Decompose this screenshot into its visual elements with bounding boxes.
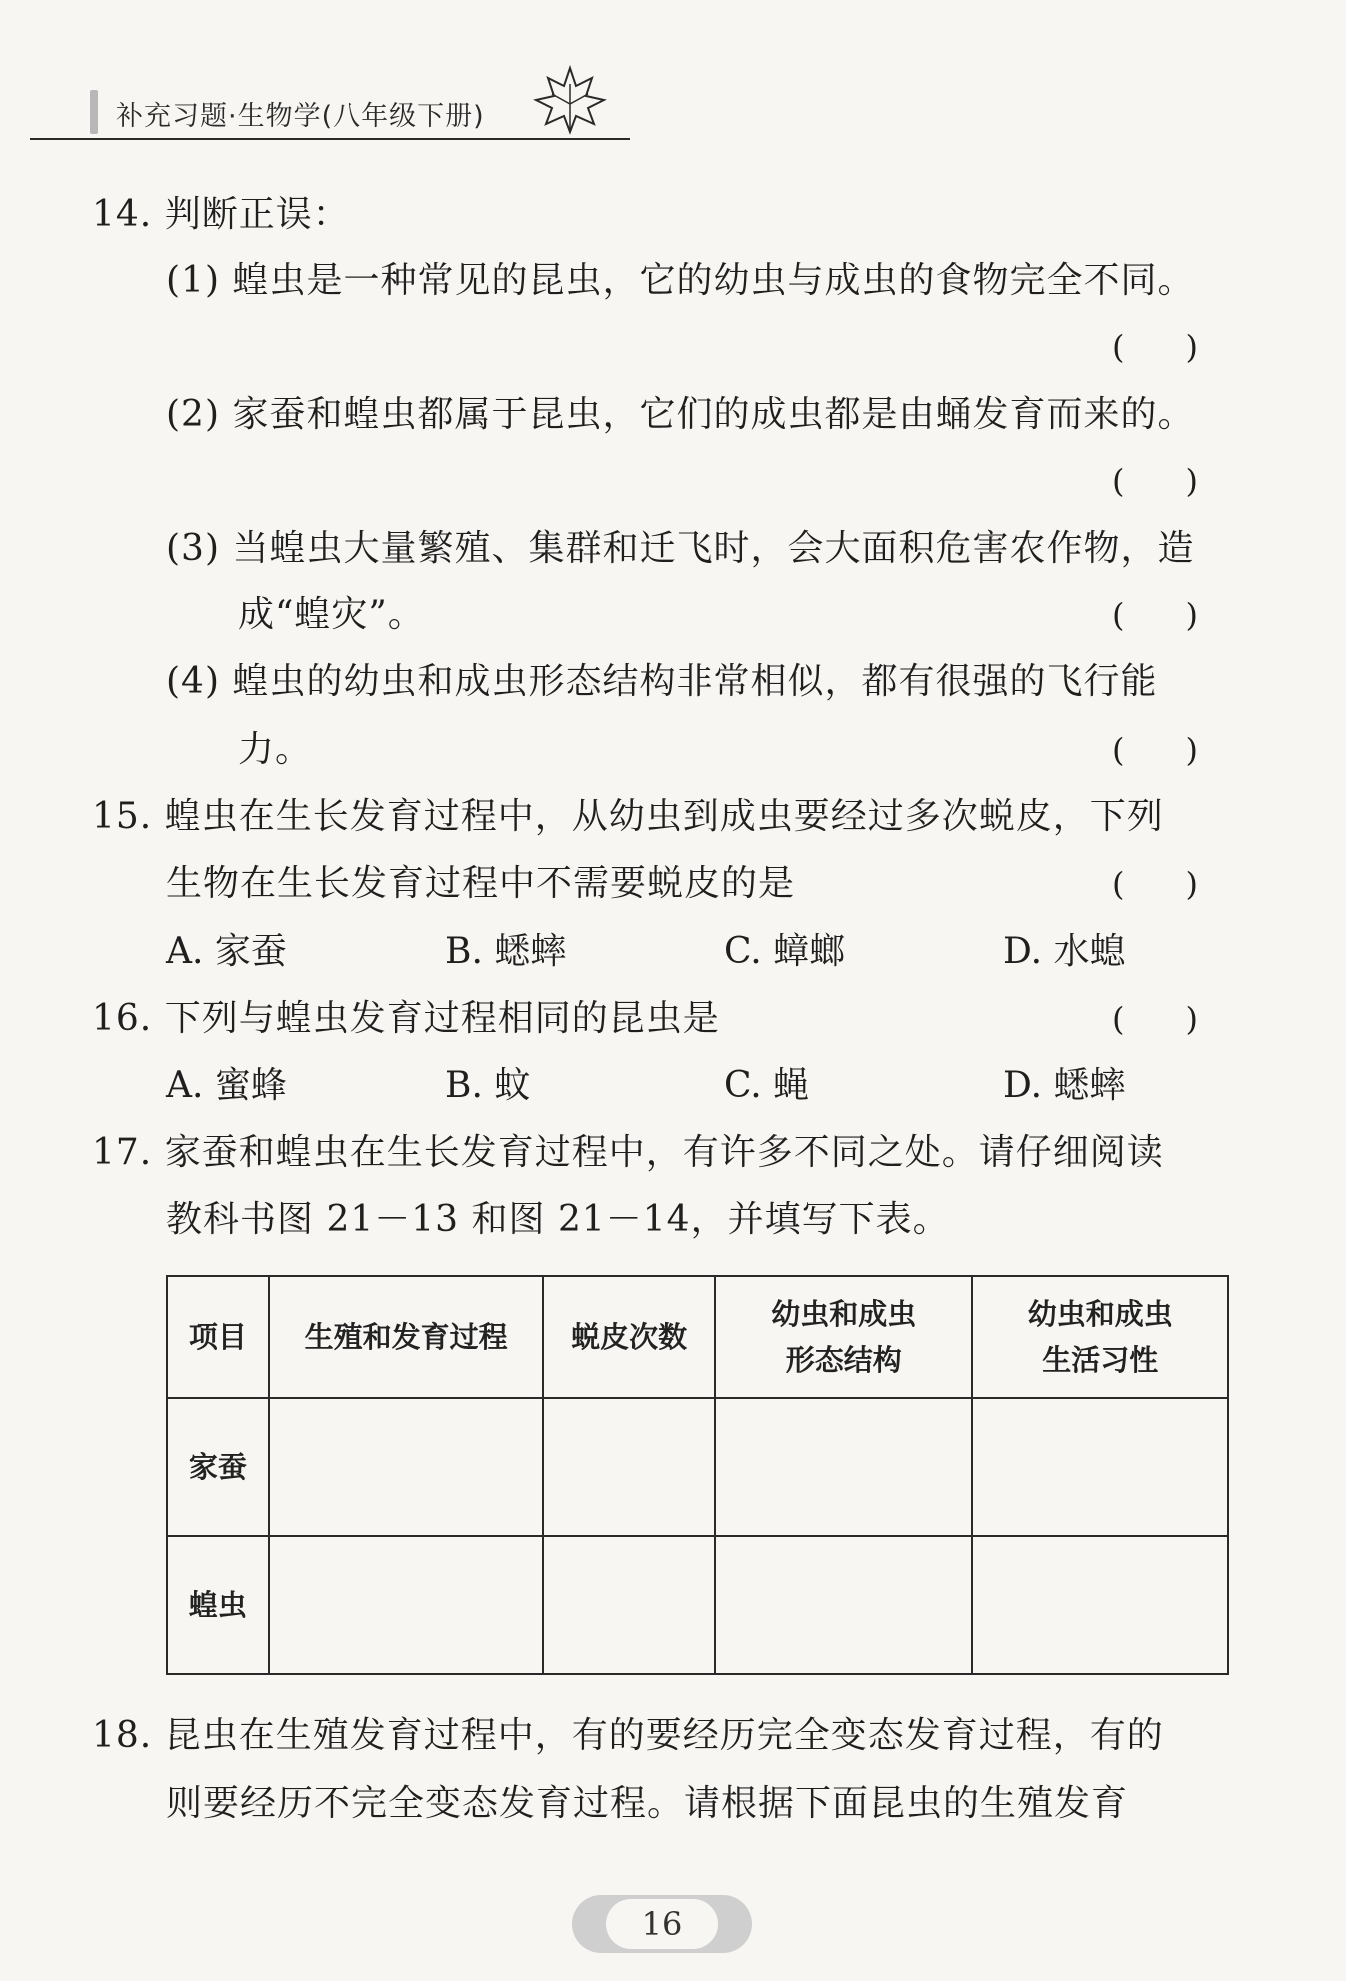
q14-item-3-line2: 成“蝗灾”。 (238, 594, 425, 635)
table-cell[interactable] (543, 1536, 715, 1674)
q15-option-b[interactable]: B. 蟋蟀 (445, 931, 567, 972)
q14-item-4-line2: 力。 (238, 729, 313, 770)
q14-stem: 14. 判断正误： (92, 194, 350, 235)
table-cell[interactable] (269, 1536, 543, 1674)
q15-stem-line1: 15. 蝗虫在生长发育过程中，从幼虫到成虫要经过多次蜕皮，下列 (92, 796, 1164, 837)
page-number: 16 (641, 1905, 683, 1943)
q15-option-d[interactable]: D. 水螅 (1003, 931, 1126, 972)
header-morphology-line2: 形态结构 (785, 1343, 902, 1377)
table-row (167, 1536, 1228, 1674)
table-row (167, 1398, 1228, 1536)
q16-option-d[interactable]: D. 蟋蟀 (1003, 1065, 1126, 1106)
q15-stem-line2: 生物在生长发育过程中不需要蜕皮的是 (166, 863, 796, 904)
q14-item-3-blank[interactable]: ( ) (1112, 596, 1198, 634)
q18-stem-line1: 18. 昆虫在生殖发育过程中，有的要经历完全变态发育过程，有的 (92, 1715, 1164, 1756)
q14-item-4-line1: (4) 蝗虫的幼虫和成虫形态结构非常相似，都有很强的飞行能 (166, 661, 1158, 702)
q14-item-4-blank[interactable]: ( ) (1112, 731, 1198, 769)
q14-item-1: (1) 蝗虫是一种常见的昆虫，它的幼虫与成虫的食物完全不同。 (166, 260, 1195, 301)
table-cell[interactable] (543, 1398, 715, 1536)
row-label-locust: 蝗虫 (167, 1536, 269, 1674)
table-cell[interactable] (715, 1536, 972, 1674)
q16-option-c[interactable]: C. 蝇 (724, 1065, 810, 1106)
q18-stem-line2: 则要经历不完全变态发育过程。请根据下面昆虫的生殖发育 (166, 1783, 1129, 1824)
q14-item-2: (2) 家蚕和蝗虫都属于昆虫，它们的成虫都是由蛹发育而来的。 (166, 394, 1195, 435)
table-cell[interactable] (715, 1398, 972, 1536)
q14-item-2-blank[interactable]: ( ) (1112, 462, 1198, 500)
page-number-badge (572, 1895, 752, 1953)
q15-blank[interactable]: ( ) (1112, 865, 1198, 903)
q16-option-a[interactable]: A. 蜜蜂 (166, 1065, 287, 1106)
table-header-row (167, 1276, 1228, 1398)
q16-stem: 16. 下列与蝗虫发育过程相同的昆虫是 (92, 998, 720, 1039)
row-label-silkworm: 家蚕 (167, 1398, 269, 1536)
q14-item-3-line1: (3) 当蝗虫大量繁殖、集群和迁飞时，会大面积危害农作物，造 (166, 528, 1195, 569)
header-habits-line2: 生活习性 (1042, 1343, 1159, 1377)
table-cell[interactable] (972, 1536, 1228, 1674)
maple-leaf-icon (530, 60, 610, 140)
header-habits (972, 1276, 1228, 1398)
header-molting-count: 蜕皮次数 (543, 1276, 715, 1398)
header-reproduction: 生殖和发育过程 (269, 1276, 543, 1398)
comparison-table (166, 1275, 1229, 1675)
header-morphology (715, 1276, 972, 1398)
q15-option-c[interactable]: C. 蟑螂 (724, 931, 846, 972)
header-habits-line1: 幼虫和成虫 (1027, 1297, 1173, 1331)
header-bar (90, 90, 98, 134)
q17-stem-line2: 教科书图 21－13 和图 21－14，并填写下表。 (166, 1199, 950, 1240)
header-title: 补充习题·生物学(八年级下册) (116, 101, 485, 132)
q14-item-1-blank[interactable]: ( ) (1112, 328, 1198, 366)
q16-blank[interactable]: ( ) (1112, 1000, 1198, 1038)
table-cell[interactable] (972, 1398, 1228, 1536)
q16-option-b[interactable]: B. 蚊 (445, 1065, 531, 1106)
q15-option-a[interactable]: A. 家蚕 (166, 931, 287, 972)
header-morphology-line1: 幼虫和成虫 (771, 1297, 917, 1331)
table-cell[interactable] (269, 1398, 543, 1536)
header-item: 项目 (167, 1276, 269, 1398)
q17-stem-line1: 17. 家蚕和蝗虫在生长发育过程中，有许多不同之处。请仔细阅读 (92, 1132, 1164, 1173)
